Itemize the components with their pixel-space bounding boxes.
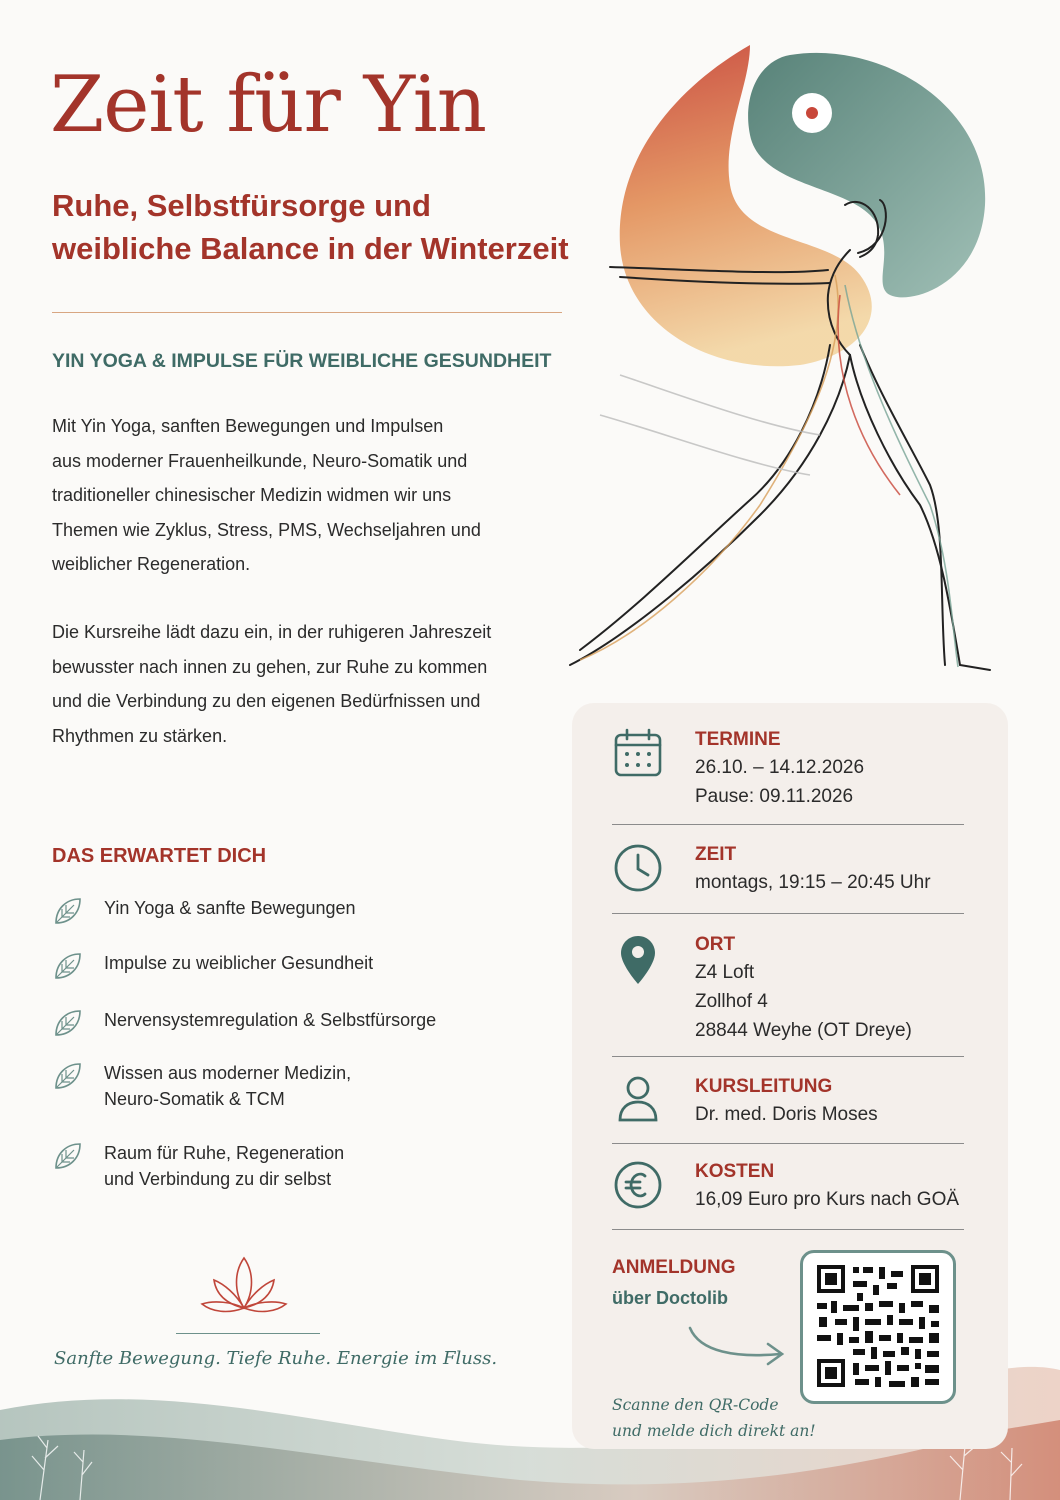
paragraph-line: aus moderner Frauenheilkunde, Neuro-Somatik und <box>52 450 468 471</box>
info-line: 28844 Weyhe (OT Dreye) <box>695 1020 912 1041</box>
subtitle-line: Ruhe, Selbstfürsorge und <box>52 188 431 223</box>
qr-caption-line: Scanne den QR-Code <box>612 1396 779 1414</box>
info-ort <box>612 932 964 1045</box>
info-kosten <box>612 1159 964 1214</box>
intro-paragraph-1 <box>52 409 572 582</box>
list-item-line: Raum für Ruhe, Regeneration <box>104 1143 345 1163</box>
info-label: TERMINE <box>695 729 781 750</box>
list-item-text <box>104 950 373 976</box>
info-label: KURSLEITUNG <box>695 1076 833 1097</box>
info-label: ZEIT <box>695 844 737 865</box>
list-item-line: Yin Yoga & sanfte Bewegungen <box>104 898 356 918</box>
list-item-line: Neuro-Somatik & TCM <box>104 1089 285 1109</box>
list-item-line: Impulse zu weiblicher Gesundheit <box>104 953 374 973</box>
list-item <box>52 1140 344 1192</box>
list-item <box>52 1060 351 1112</box>
info-label: ORT <box>695 934 736 955</box>
leaf-icon <box>52 895 84 927</box>
divider <box>176 1333 320 1334</box>
paragraph-line: Themen wie Zyklus, Stress, PMS, Wechseljahren und <box>52 519 481 540</box>
calendar-icon <box>612 727 664 779</box>
expect-heading: DAS ERWARTET DICH <box>52 845 267 867</box>
list-item-line: Wissen aus moderner Medizin, <box>104 1063 352 1083</box>
info-line: Pause: 09.11.2026 <box>695 786 854 807</box>
leaf-icon <box>52 1060 84 1092</box>
info-line: Zollhof 4 <box>695 991 768 1012</box>
list-item-line: und Verbindung zu dir selbst <box>104 1169 332 1189</box>
intro-paragraph-2 <box>52 615 572 753</box>
qr-code-icon <box>803 1253 953 1401</box>
arrow-right-icon <box>686 1322 790 1372</box>
subtitle-line: weibliche Balance in der Winterzeit <box>52 231 569 266</box>
info-line: Z4 Loft <box>695 962 755 983</box>
lotus-icon <box>198 1250 290 1322</box>
divider <box>612 1143 964 1144</box>
list-item-text <box>104 1007 436 1033</box>
list-item <box>52 895 356 927</box>
info-line: Dr. med. Doris Moses <box>695 1104 878 1125</box>
paragraph-line: Rhythmen zu stärken. <box>52 725 228 746</box>
info-line: montags, 19:15 – 20:45 Uhr <box>695 872 931 893</box>
info-zeit-body <box>695 842 931 897</box>
divider <box>52 312 562 313</box>
info-label: KOSTEN <box>695 1161 775 1182</box>
list-item-text <box>104 1140 344 1192</box>
info-termine-body <box>695 727 864 811</box>
registration-label: ANMELDUNG <box>612 1257 736 1278</box>
paragraph-line: traditioneller chinesischer Medizin widmen wir uns <box>52 485 452 505</box>
info-zeit <box>612 842 964 897</box>
slogan: Sanfte Bewegung. Tiefe Ruhe. Energie im Fluss. <box>54 1348 498 1369</box>
leaf-icon <box>52 1140 84 1172</box>
list-item <box>52 950 373 982</box>
euro-icon <box>612 1159 664 1211</box>
paragraph-line: Die Kursreihe lädt dazu ein, in der ruhigeren Jahreszeit <box>52 622 492 642</box>
info-line: 16,09 Euro pro Kurs nach GOÄ <box>695 1189 960 1210</box>
qr-caption <box>612 1392 816 1444</box>
info-kursleitung <box>612 1074 964 1129</box>
divider <box>612 1229 964 1230</box>
info-kursleitung-body <box>695 1074 878 1129</box>
divider <box>612 824 964 825</box>
info-line: 26.10. – 14.12.2026 <box>695 757 865 778</box>
divider <box>612 913 964 914</box>
qr-code[interactable] <box>800 1250 956 1404</box>
intro-heading: YIN YOGA & IMPULSE FÜR WEIBLICHE GESUNDHEIT <box>52 350 552 372</box>
registration-provider: über Doctolib <box>612 1288 728 1308</box>
list-item <box>52 1007 436 1039</box>
person-icon <box>612 1074 664 1126</box>
info-kosten-body <box>695 1159 959 1214</box>
paragraph-line: Mit Yin Yoga, sanften Bewegungen und Impulsen <box>52 416 444 436</box>
page-title: Zeit für Yin <box>50 60 486 150</box>
paragraph-line: bewusster nach innen zu gehen, zur Ruhe zu kommen <box>52 656 488 677</box>
qr-caption-line: und melde dich direkt an! <box>612 1422 816 1440</box>
paragraph-line: und die Verbindung zu den eigenen Bedürfnissen und <box>52 691 481 711</box>
paragraph-line: weiblicher Regeneration. <box>52 554 251 574</box>
leaf-icon <box>52 950 84 982</box>
leaf-icon <box>52 1007 84 1039</box>
list-item-line: Nervensystemregulation & Selbstfürsorge <box>104 1010 437 1030</box>
clock-icon <box>612 842 664 894</box>
list-item-text <box>104 895 356 921</box>
info-termine <box>612 727 964 811</box>
map-pin-icon <box>612 932 664 984</box>
page-subtitle <box>52 184 612 270</box>
divider <box>612 1056 964 1057</box>
yin-yang-dancer-illustration <box>560 45 1010 685</box>
list-item-text <box>104 1060 351 1112</box>
info-ort-body <box>695 932 912 1045</box>
